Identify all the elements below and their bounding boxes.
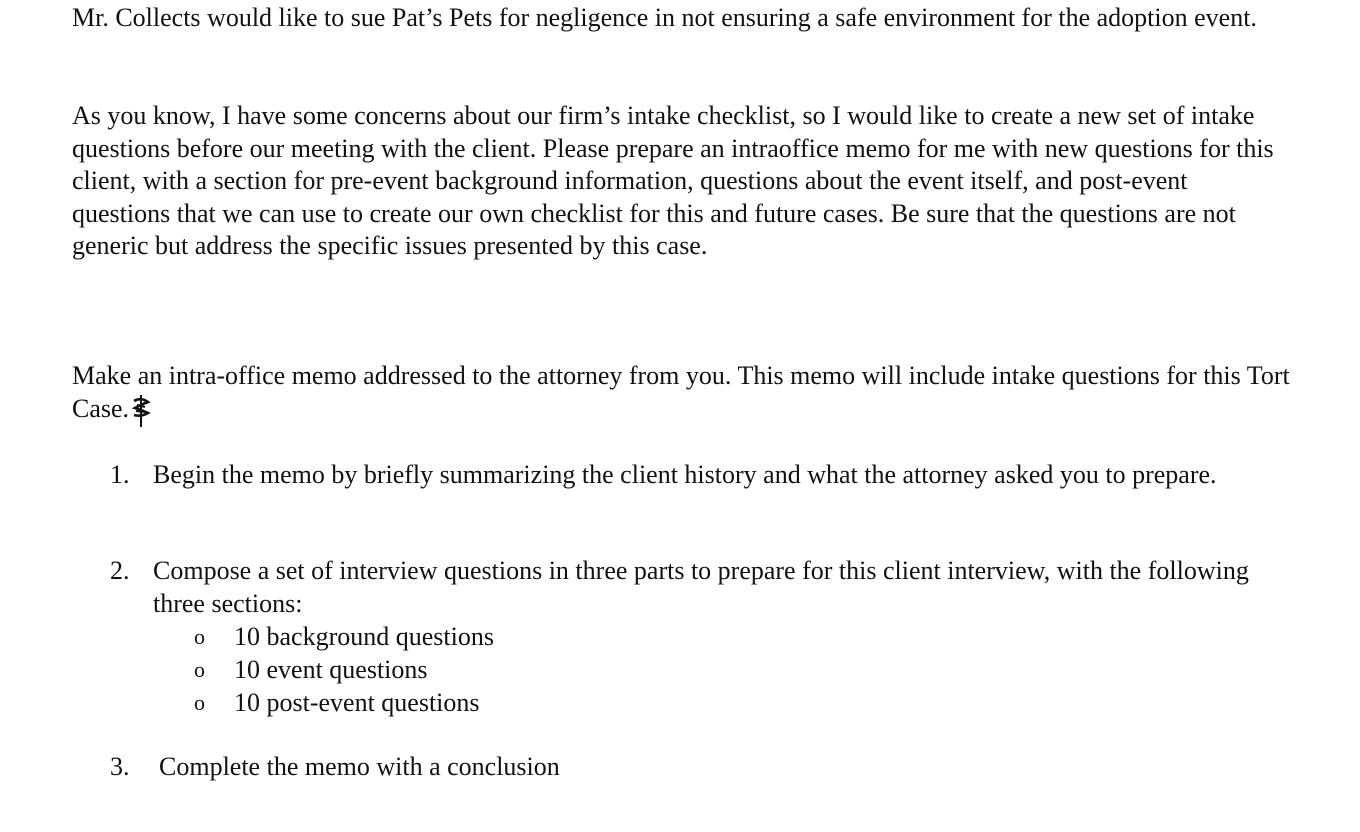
sublist-item-text: 10 event questions — [234, 655, 428, 684]
list-item-number: 1. — [110, 460, 130, 489]
list-item-2 — [110, 554, 1290, 620]
hollow-bullet-icon: o — [194, 624, 205, 649]
hollow-bullet-icon: o — [194, 657, 205, 682]
sublist-item-text: 10 post-event questions — [234, 688, 480, 717]
list-item-1 — [110, 458, 1290, 491]
list-item-text: Complete the memo with a conclusion — [159, 752, 560, 781]
paragraph-lawsuit-text: Mr. Collects would like to sue Pat’s Pets for negligence in not ensuring a safe environment for the adoption event. — [72, 3, 1257, 32]
question-sections-list — [194, 620, 494, 719]
text-select-cursor-icon — [130, 393, 152, 429]
list-item-3 — [110, 750, 1290, 783]
hollow-bullet-icon: o — [194, 690, 205, 715]
list-item-text: Compose a set of interview questions in three parts to prepare for this client interview, with the following three sections: — [153, 556, 1249, 618]
list-item-text: Begin the memo by briefly summarizing the client history and what the attorney asked you to prepare. — [153, 460, 1217, 489]
paragraph-instructions — [72, 360, 1292, 429]
paragraph-attorney-request-text: As you know, I have some concerns about our firm’s intake checklist, so I would like to create a new set of intake questions before our meeting with the client. Please prepare an intraoffice memo for me with new questions for this client, with a section for pre-event background information, questions about the event itself, and post-event questions that we can use to create our own checklist for this and future cases. Be sure that the questions are not generic but address the specific issues presented by this case. — [72, 101, 1274, 260]
sublist-item — [194, 686, 494, 719]
list-item-number: 2. — [110, 556, 130, 585]
sublist-item-text: 10 background questions — [234, 622, 494, 651]
paragraph-lawsuit — [72, 2, 1292, 35]
paragraph-instructions-text: Make an intra-office memo addressed to the attorney from you. This memo will include intake questions for this Tort Case. — [72, 361, 1290, 423]
list-item-number: 3. — [110, 752, 130, 781]
sublist-item — [194, 620, 494, 653]
paragraph-attorney-request — [72, 100, 1292, 263]
sublist-item — [194, 653, 494, 686]
